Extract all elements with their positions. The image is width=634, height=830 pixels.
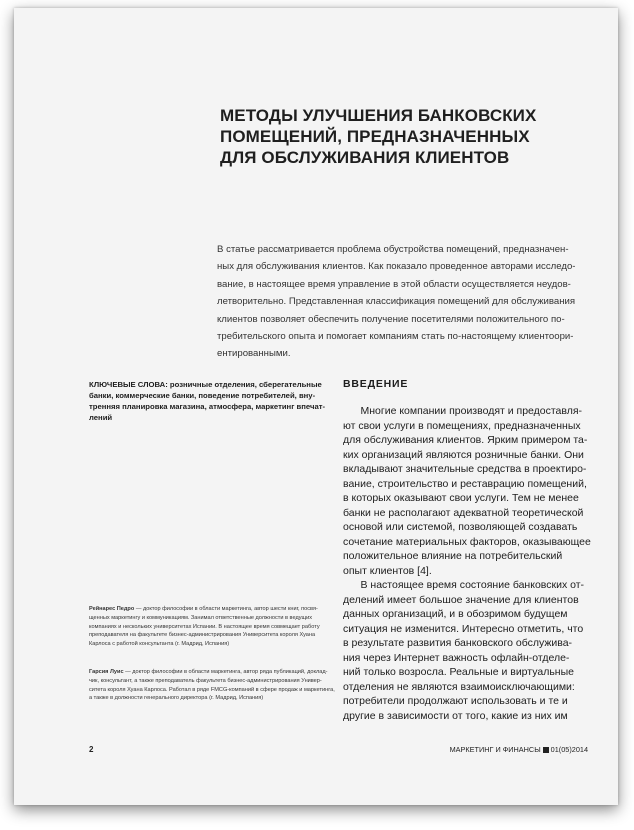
body-line: ний только возросла. Реальные и виртуальные <box>343 666 574 678</box>
body-line: ких организаций являются розничные банки. Они <box>343 448 584 461</box>
section-heading: ВВЕДЕНИЕ <box>343 378 409 390</box>
abstract-line: летворительно. Представленная классификация помещений для обслуживания <box>217 296 576 308</box>
body-line: вкладывают значительные средства в проектиро- <box>343 463 587 475</box>
title-line: ДЛЯ ОБСЛУЖИВАНИЯ КЛИЕНТОВ <box>220 148 510 167</box>
author-bio-1 <box>89 605 351 649</box>
body-text <box>343 404 611 723</box>
keywords-line: банки, коммерческие банки, поведение потребителей, вну- <box>89 391 316 400</box>
body-line: ют свои услуги в помещениях, предназначенных <box>343 419 581 432</box>
bio-line: преподавателя на факультете бизнес-администрирования Университета короля Хуана <box>89 632 316 639</box>
body-line: отделения не являются взаимоисключающими: <box>343 680 575 693</box>
bio-line: а также в должности генерального директора (г. Мадрид, Испания) <box>89 695 264 702</box>
abstract-line: В статье рассматривается проблема обустройства помещений, предназначен- <box>217 244 569 255</box>
body-line: банки не располагают адекватной теоретической <box>343 506 584 519</box>
page-number: 2 <box>89 745 94 754</box>
body-line: вание, строительство и реставрацию помещений, <box>343 477 587 490</box>
author-name: Рейнарес Педро <box>89 606 135 612</box>
body-line: ния через Интернет важность офлайн-отделе- <box>343 651 570 664</box>
abstract-line: требительского опыта и помогает компаниям стать по-настоящему клиентоори- <box>217 331 574 343</box>
keywords-block <box>89 379 351 423</box>
title-line: МЕТОДЫ УЛУЧШЕНИЯ БАНКОВСКИХ <box>220 106 537 125</box>
body-line: положительное влияние на потребительский <box>343 550 563 562</box>
bio-line: Гарсия Луис — доктор философии в области маркетинга, автор ряда публикаций, доклад- <box>89 669 328 675</box>
body-line: ситуация не изменится. Интересно отметить, что <box>343 622 584 635</box>
abstract <box>217 241 605 363</box>
journal-name: МАРКЕТИНГ И ФИНАНСЫ <box>449 745 541 754</box>
keywords-line: КЛЮЧЕВЫЕ СЛОВА: розничные отделения, сберегательные <box>89 380 322 389</box>
bio-line: ситета короля Хуана Карлоса. Работал в ряде FMCG-компаний в сфере продаж и маркетинга, <box>89 686 335 693</box>
abstract-line: вание, в настоящее время управление в этой области осуществляется неудов- <box>217 278 571 290</box>
bio-line: чик, консультант, а также преподаватель факультета бизнес-администрирования Универ- <box>89 677 322 684</box>
keywords-line: тренняя планировка магазина, атмосфера, маркетинг впечат- <box>89 402 326 411</box>
document-page <box>14 8 618 805</box>
body-line: основой или системой, позволяющей создавать <box>343 521 578 533</box>
article-title <box>220 105 560 168</box>
body-line: опыт клиентов [4]. <box>343 564 432 577</box>
bio-line: Карлоса с работой консультанта (г. Мадрид, Испания) <box>89 641 230 648</box>
body-line: Многие компании производят и предоставля- <box>343 405 583 417</box>
body-line: В настоящее время состояние банковских от- <box>343 579 585 591</box>
title-line: ПОМЕЩЕНИЙ, ПРЕДНАЗНАЧЕННЫХ <box>220 127 530 146</box>
abstract-line: ентированными. <box>217 348 291 360</box>
body-line: в которых оказывают свои услуги. Тем не менее <box>343 492 579 504</box>
body-line: для обслуживания клиентов. Ярким примером та- <box>343 434 588 446</box>
author-name: Гарсия Луис <box>89 669 124 675</box>
body-line: делений имеет большое значение для клиентов <box>343 593 579 606</box>
keywords-line: лений <box>89 413 113 422</box>
abstract-line: клиентов позволяет обеспечить получение посетителями положительного по- <box>217 313 565 325</box>
abstract-line: ных для обслуживания клиентов. Как показало проведенное авторами исследо- <box>217 261 576 273</box>
body-line: в результате развития банковского обслужива- <box>343 637 573 649</box>
body-line: другие в зависимости от того, какие из них им <box>343 709 568 722</box>
issue-number: 01(05)2014 <box>550 745 588 754</box>
body-line: данных организаций, и в обозримом будущем <box>343 608 568 620</box>
square-separator-icon <box>543 747 549 753</box>
running-footer <box>450 745 588 754</box>
body-line: сочетание материальных факторов, оказывающее <box>343 535 591 548</box>
body-line: потребители продолжают использовать и те и <box>343 695 568 707</box>
author-bio-2 <box>89 668 351 703</box>
bio-line: щенных маркетингу и коммуникациям. Занимал ответственные должности в ведущих <box>89 614 313 621</box>
bio-line: компаниях и нескольких университетах Испании. В настоящее время совмещает работу <box>89 623 320 630</box>
bio-line: Рейнарес Педро — доктор философии в области маркетинга, автор шести книг, посвя- <box>89 606 318 612</box>
